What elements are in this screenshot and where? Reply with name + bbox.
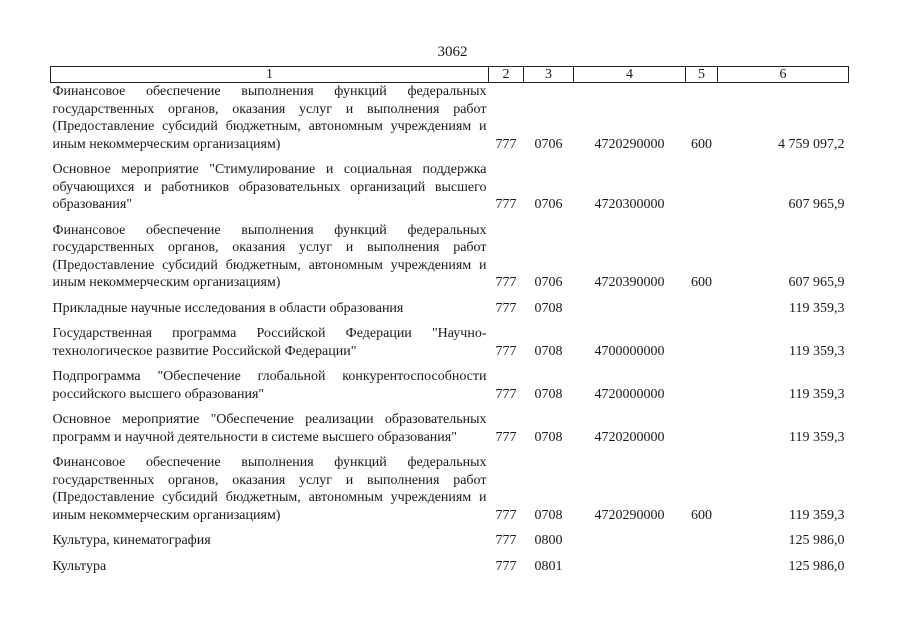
row-expense-type [686, 317, 718, 360]
row-section-code: 0800 [534, 533, 563, 548]
row-section-code: 0801 [534, 558, 563, 574]
row-expense-type [686, 524, 718, 550]
row-target-code [574, 550, 686, 576]
column-header-5: 5 [686, 67, 718, 83]
row-amount: 119 359,3 [789, 507, 845, 523]
column-header-3: 3 [524, 67, 574, 83]
row-expense-type [686, 550, 718, 576]
row-description: Основное мероприятие "Стимулирование и социальная поддержка обучающихся и работников образовательных организаций высшего образования" [52, 162, 487, 212]
row-section-code: 0708 [534, 507, 563, 523]
column-header-6: 6 [718, 67, 849, 83]
row-amount: 119 359,3 [789, 429, 845, 445]
table-row [51, 153, 849, 214]
table-row [51, 403, 849, 446]
row-expense-type: 600 [691, 275, 712, 290]
row-target-code: 4720290000 [594, 136, 665, 152]
row-description: Финансовое обеспечение выполнения функций федеральных государственных органов, оказания услуг и выполнения работ (Предоставление субсидий бюджетным, автономным учреждениям и иным некоммерческим организациям) [52, 222, 487, 290]
row-amount: 119 359,3 [789, 300, 845, 316]
row-target-code: 4720000000 [594, 386, 665, 402]
row-target-code [574, 292, 686, 318]
row-amount: 607 965,9 [788, 275, 845, 290]
row-target-code: 4700000000 [594, 343, 665, 359]
table-row [51, 524, 849, 550]
row-expense-type [686, 153, 718, 214]
row-section-code: 0708 [534, 386, 563, 402]
row-description: Финансовое обеспечение выполнения функций федеральных государственных органов, оказания услуг и выполнения работ (Предоставление субсидий бюджетным, автономным учреждениям и иным некоммерческим организациям) [52, 84, 487, 152]
row-target-code: 4720290000 [594, 507, 665, 523]
row-expense-type: 600 [691, 136, 712, 152]
table-row [51, 360, 849, 403]
row-section-code: 0708 [534, 429, 563, 445]
row-admin-code: 777 [495, 136, 517, 152]
row-description: Финансовое обеспечение выполнения функций федеральных государственных органов, оказания услуг и выполнения работ (Предоставление субсидий бюджетным, автономным учреждениям и иным некоммерческим организациям) [52, 455, 487, 523]
budget-table [50, 66, 849, 575]
row-target-code: 4720300000 [594, 197, 665, 212]
row-amount: 125 986,0 [788, 558, 845, 574]
page-number: 3062 [437, 44, 468, 60]
row-admin-code: 777 [495, 300, 517, 316]
row-section-code: 0706 [534, 275, 563, 290]
row-target-code: 4720390000 [594, 275, 665, 290]
row-amount: 119 359,3 [789, 386, 845, 402]
table-row [51, 83, 849, 154]
row-admin-code: 777 [495, 275, 517, 290]
row-expense-type [686, 403, 718, 446]
row-target-code: 4720200000 [594, 429, 665, 445]
row-amount: 119 359,3 [789, 343, 845, 359]
row-section-code: 0708 [534, 343, 563, 359]
table-row [51, 317, 849, 360]
table-row [51, 292, 849, 318]
table-row [51, 446, 849, 524]
row-admin-code: 777 [495, 533, 517, 548]
row-section-code: 0708 [534, 300, 563, 316]
row-amount: 4 759 097,2 [778, 136, 845, 152]
column-header-4: 4 [574, 67, 686, 83]
row-admin-code: 777 [495, 386, 517, 402]
row-description: Культура [52, 558, 107, 574]
row-expense-type [686, 292, 718, 318]
table-header-row [51, 67, 849, 83]
row-expense-type [686, 360, 718, 403]
row-target-code [574, 524, 686, 550]
column-header-2: 2 [489, 67, 524, 83]
row-section-code: 0706 [534, 197, 563, 212]
row-description: Основное мероприятие "Обеспечение реализации образовательных программ и научной деятельности в системе высшего образования" [52, 412, 487, 445]
row-admin-code: 777 [495, 343, 517, 359]
table-row [51, 550, 849, 576]
row-amount: 125 986,0 [788, 533, 845, 548]
table-row [51, 214, 849, 292]
row-expense-type: 600 [691, 507, 712, 523]
row-description: Прикладные научные исследования в области образования [52, 300, 404, 316]
row-amount: 607 965,9 [788, 197, 845, 212]
row-admin-code: 777 [495, 197, 517, 212]
row-admin-code: 777 [495, 507, 517, 523]
row-description: Культура, кинематография [52, 533, 211, 548]
row-admin-code: 777 [495, 429, 517, 445]
row-description: Подпрограмма "Обеспечение глобальной конкурентоспособности российского высшего образования" [52, 369, 487, 402]
column-header-1: 1 [51, 67, 489, 83]
row-description: Государственная программа Российской Федерации "Научно-технологическое развитие Российской Федерации" [52, 326, 487, 359]
row-section-code: 0706 [534, 136, 563, 152]
row-admin-code: 777 [495, 558, 517, 574]
